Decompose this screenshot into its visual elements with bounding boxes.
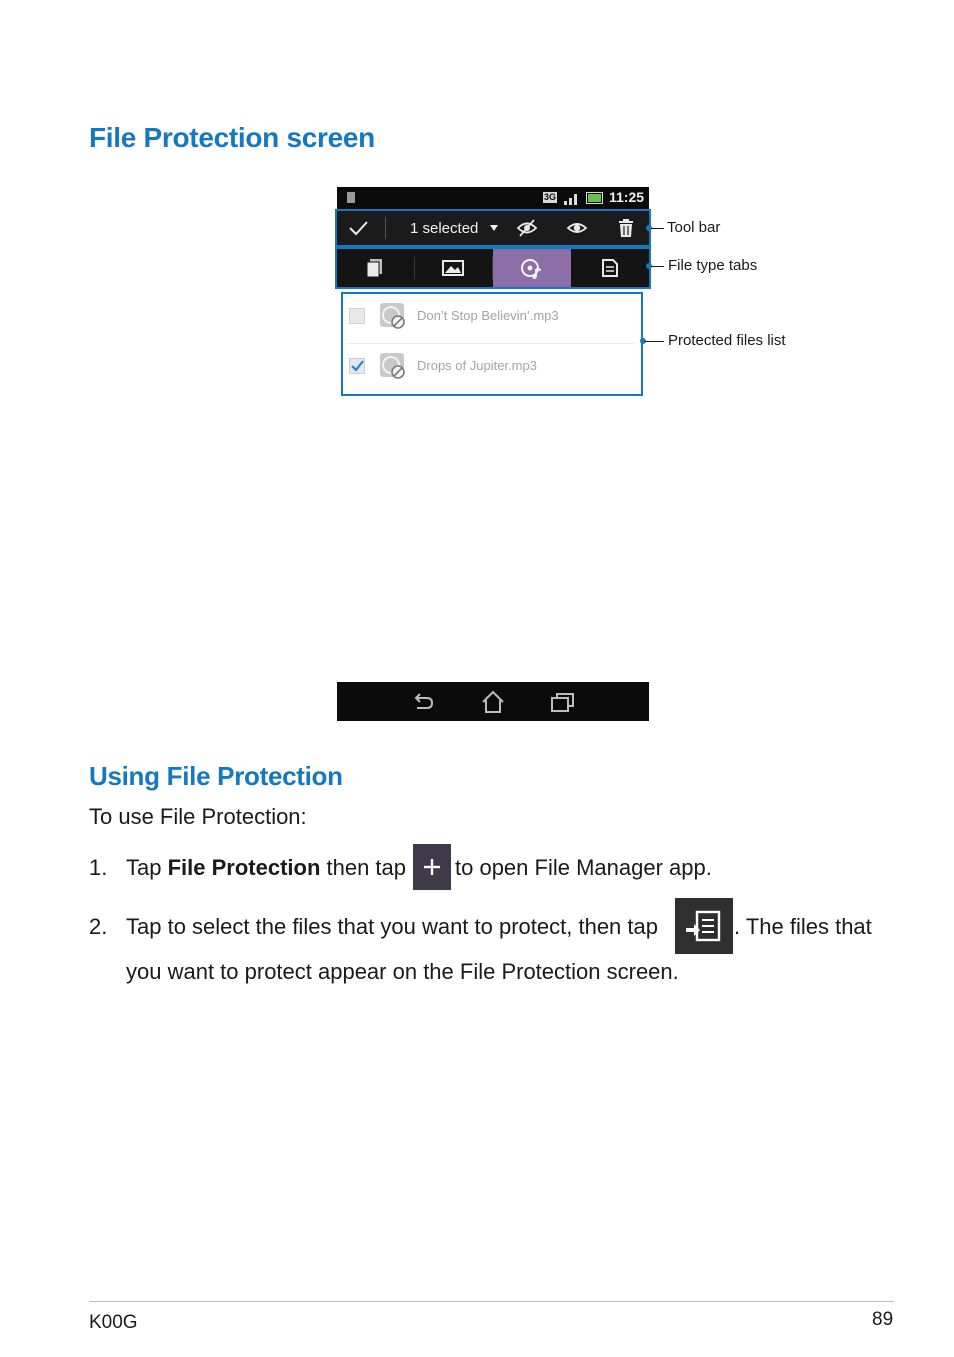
image-icon xyxy=(442,257,464,279)
selection-count[interactable]: 1 selected xyxy=(410,220,479,237)
step-1-text xyxy=(126,854,406,882)
step-1-before: Tap xyxy=(126,855,168,880)
navigation-bar xyxy=(337,682,649,721)
tab-music[interactable] xyxy=(493,249,571,287)
plus-icon xyxy=(413,844,451,890)
unhide-icon[interactable] xyxy=(516,218,538,238)
file-type-tabs xyxy=(337,249,649,287)
dropdown-arrow-icon[interactable] xyxy=(490,225,498,231)
checkmark-icon xyxy=(350,359,364,373)
delete-icon[interactable] xyxy=(615,218,637,238)
recent-apps-icon[interactable] xyxy=(550,690,576,714)
battery-icon xyxy=(586,192,603,204)
section-title: File Protection screen xyxy=(89,122,375,153)
footer-divider xyxy=(89,1301,894,1302)
sd-card-icon xyxy=(347,192,355,203)
status-bar xyxy=(337,187,649,209)
check-icon[interactable] xyxy=(347,218,369,238)
callout-list: Protected files list xyxy=(668,332,786,349)
signal-icon xyxy=(563,191,581,205)
step-1-bold: File Protection xyxy=(167,855,321,880)
page-number: 89 xyxy=(872,1309,894,1330)
network-indicator: 3G xyxy=(544,192,557,202)
file-checkbox[interactable] xyxy=(349,358,365,374)
step-2-before: Tap to select the files that you want to protect, then tap xyxy=(126,914,658,939)
tab-other-files[interactable] xyxy=(571,249,649,287)
step-number: 2. xyxy=(89,914,108,939)
protected-audio-icon xyxy=(379,352,407,380)
subsection-title: Using File Protection xyxy=(89,761,343,791)
document-icon xyxy=(364,257,386,279)
home-icon[interactable] xyxy=(481,690,505,714)
file-checkbox[interactable] xyxy=(349,308,365,324)
tab-images[interactable] xyxy=(415,249,493,287)
step-2-after: . The files that xyxy=(734,914,872,939)
step-2-line2: you want to protect appear on the File Protection screen. xyxy=(126,959,679,984)
other-files-icon xyxy=(598,257,620,279)
callout-line xyxy=(651,228,664,229)
step-1-after: to open File Manager app. xyxy=(455,855,712,880)
file-name: Don’t Stop Believin’.mp3 xyxy=(417,308,559,323)
tab-documents[interactable] xyxy=(337,249,415,287)
footer-model: K00G xyxy=(89,1312,138,1333)
toolbar xyxy=(337,211,649,245)
back-icon[interactable] xyxy=(411,690,435,714)
callout-line xyxy=(651,266,664,267)
protected-files-list xyxy=(341,292,643,396)
step-1-middle: then tap xyxy=(320,855,407,880)
list-item[interactable] xyxy=(343,344,641,394)
step-number: 1. xyxy=(89,855,108,880)
callout-tabs: File type tabs xyxy=(668,257,758,274)
file-name: Drops of Jupiter.mp3 xyxy=(417,358,537,373)
music-icon xyxy=(520,257,542,279)
callout-line xyxy=(645,341,664,342)
view-icon[interactable] xyxy=(566,218,588,238)
protect-file-icon xyxy=(675,898,733,954)
toolbar-divider xyxy=(385,217,386,239)
callout-toolbar: Tool bar xyxy=(667,219,721,236)
protected-audio-icon xyxy=(379,302,407,330)
intro-text: To use File Protection: xyxy=(89,804,307,829)
status-time: 11:25 xyxy=(609,189,645,205)
list-item[interactable] xyxy=(343,294,641,344)
